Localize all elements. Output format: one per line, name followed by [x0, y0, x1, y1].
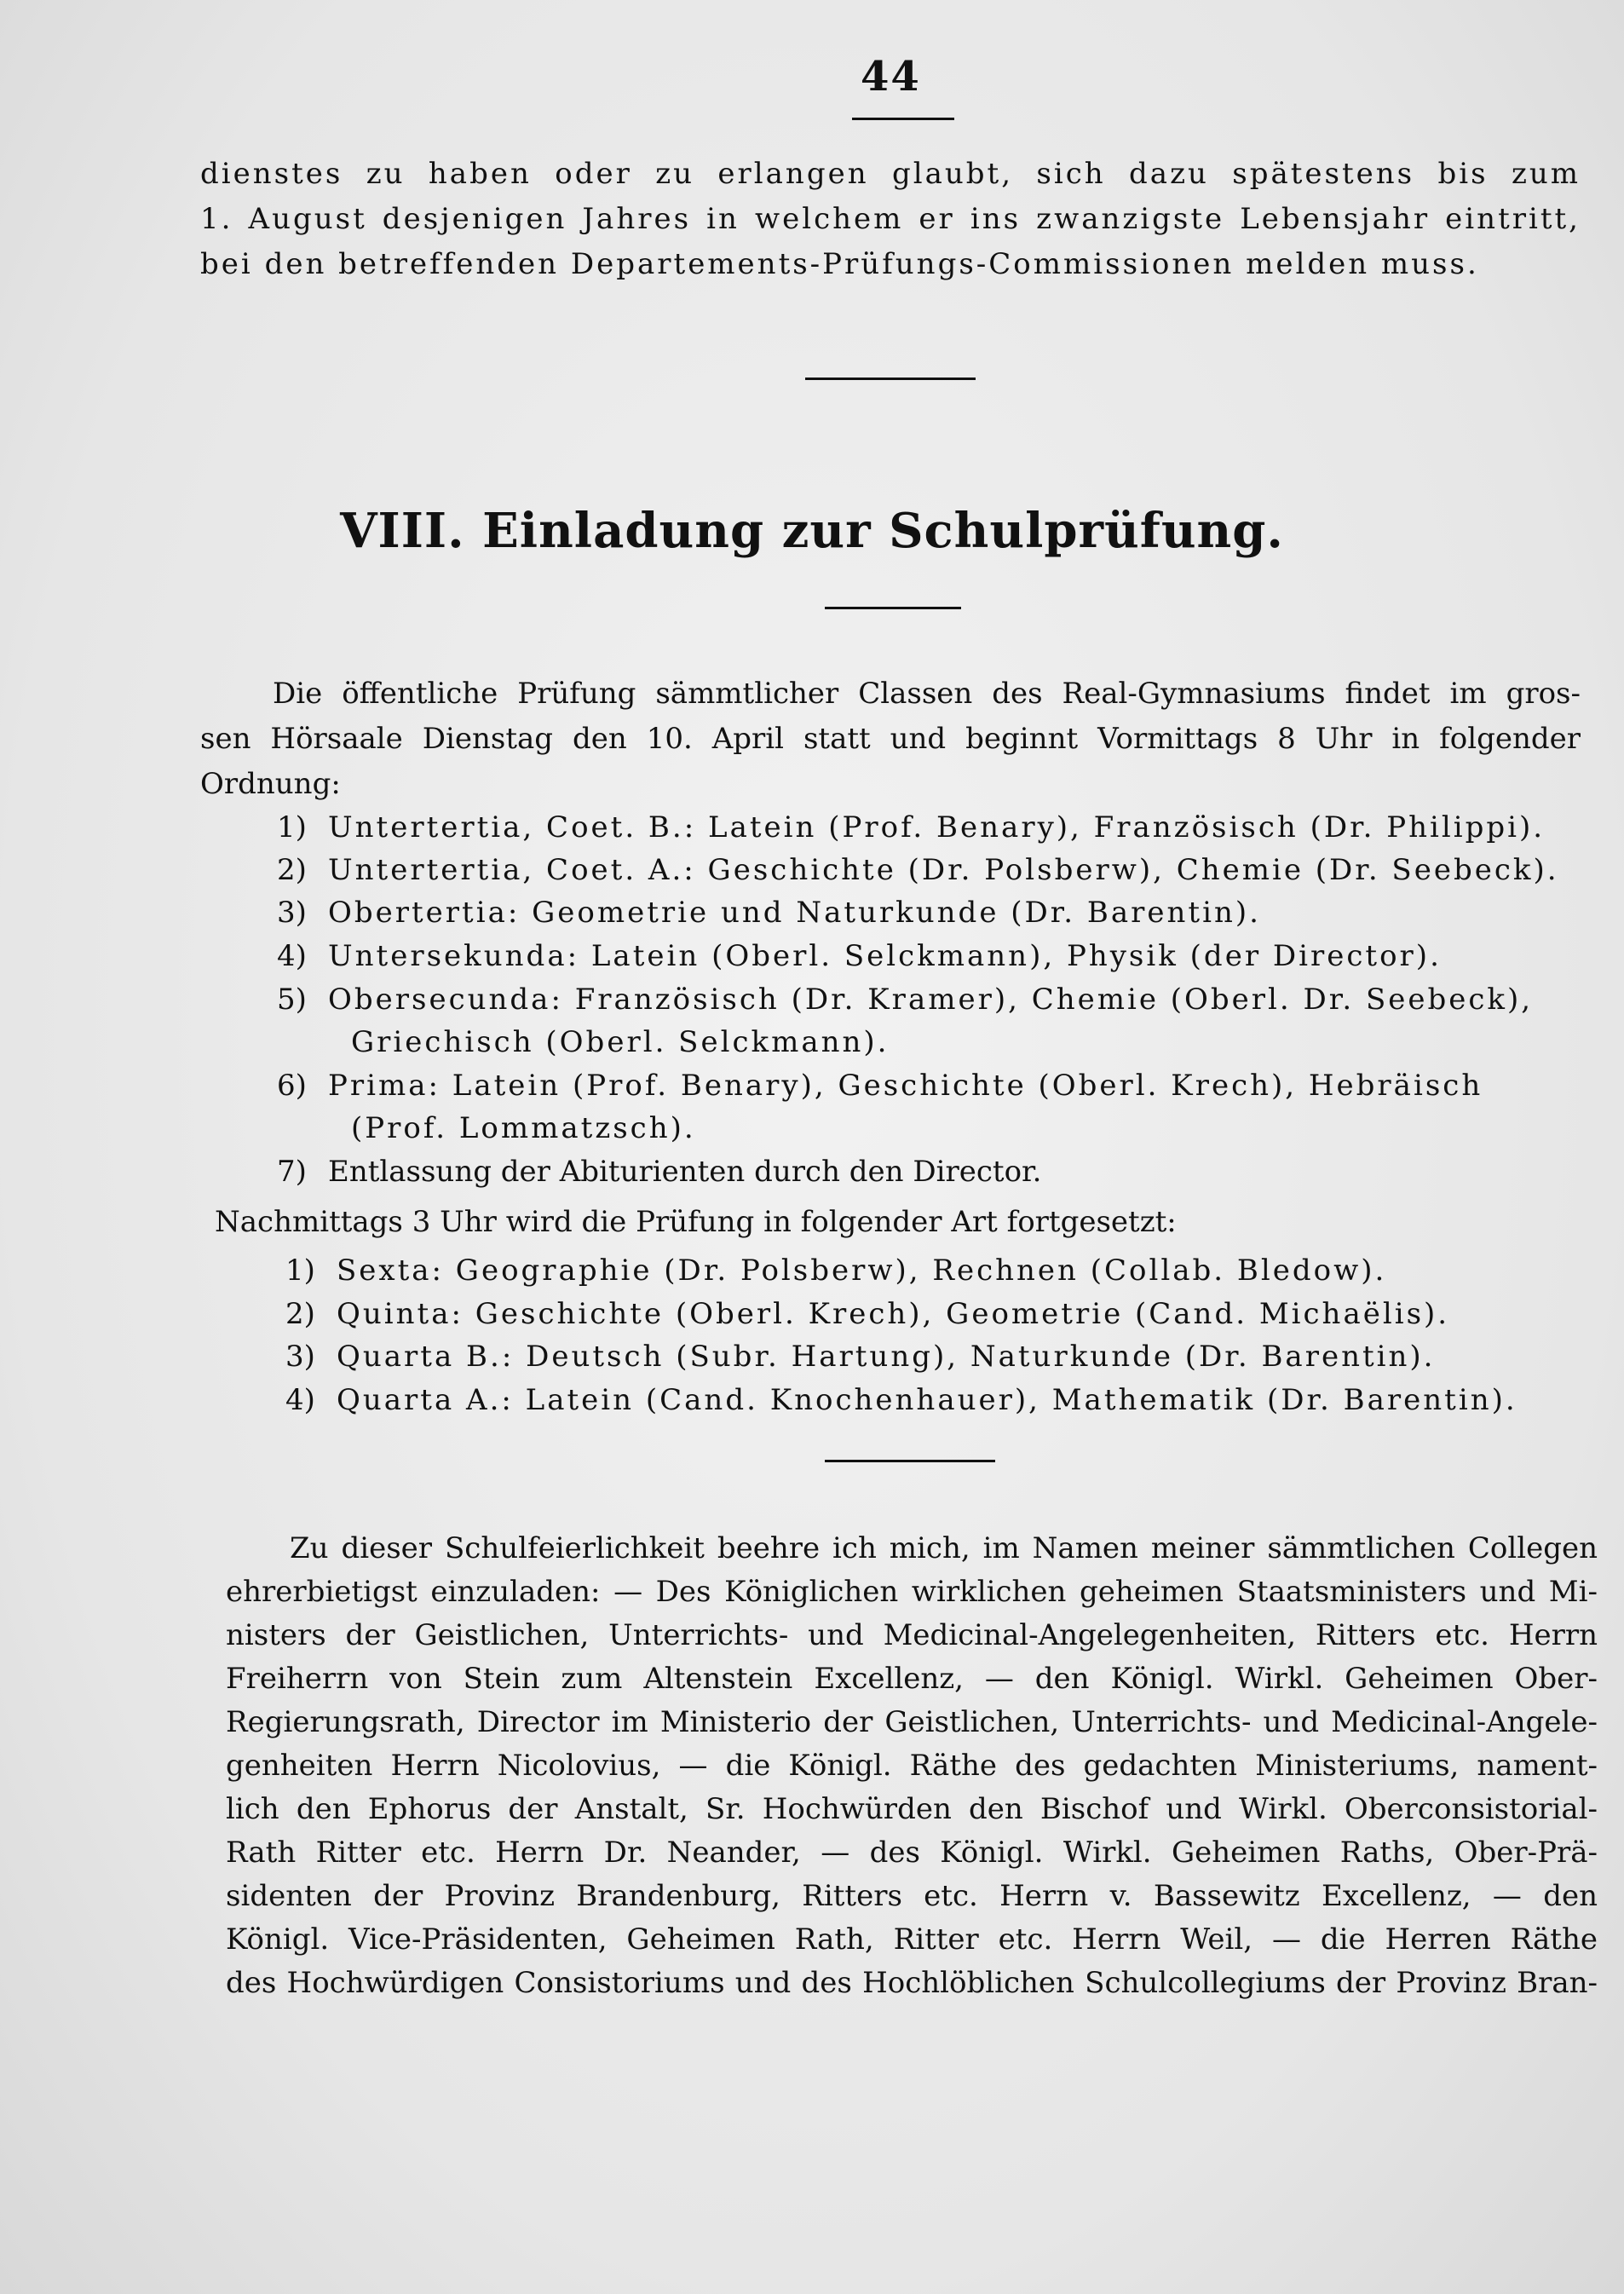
- list-item: 4) Untersekunda: Latein (Oberl. Selckmann), Physik (der Director).: [277, 939, 1442, 973]
- invitation-line: des Hochwürdigen Consistoriums und des Hochlöblichen Schulcollegiums der Provinz Bran-: [226, 1966, 1598, 2000]
- list-item-continuation: (Prof. Lommatzsch).: [351, 1111, 696, 1145]
- intro-line: bei den betreffenden Departements-Prüfungs-Commissionen melden muss.: [200, 247, 1479, 281]
- intro-paragraph: [200, 152, 1581, 287]
- page-number: 44: [861, 53, 921, 101]
- list-item: 2) Quinta: Geschichte (Oberl. Krech), Geometrie (Cand. Michaëlis).: [285, 1297, 1450, 1331]
- list-item: 6) Prima: Latein (Prof. Benary), Geschichte (Oberl. Krech), Hebräisch: [277, 1069, 1483, 1103]
- invitation-line: genheiten Herrn Nicolovius, — die Königl. Räthe des gedachten Ministeriums, nament-: [226, 1749, 1598, 1783]
- invitation-line: lich den Ephorus der Anstalt, Sr. Hochwürden den Bischof und Wirkl. Oberconsistorial-: [226, 1792, 1598, 1826]
- list-item: 1) Sexta: Geographie (Dr. Polsberw), Rechnen (Collab. Bledow).: [285, 1254, 1387, 1288]
- invitation-line: Freiherrn von Stein zum Altenstein Excellenz, — den Königl. Wirkl. Geheimen Ober-: [226, 1662, 1598, 1696]
- afternoon-intro: Nachmittags 3 Uhr wird die Prüfung in folgender Art fortgesetzt:: [215, 1205, 1177, 1239]
- section-heading: VIII. Einladung zur Schulprüfung.: [340, 503, 1284, 559]
- heading-underline: [825, 607, 961, 609]
- invitation-line: Königl. Vice-Präsidenten, Geheimen Rath, Ritter etc. Herrn Weil, — die Herren Räthe: [226, 1922, 1598, 1957]
- invitation-line: ehrerbietigst einzuladen: — Des Königlichen wirklichen geheimen Staatsministers und Mi-: [226, 1575, 1598, 1609]
- intro-line: 1. August desjenigen Jahres in welchem er ins zwanzigste Lebensjahr eintritt,: [200, 202, 1581, 236]
- list-item: 3) Quarta B.: Deutsch (Subr. Hartung), Naturkunde (Dr. Barentin).: [285, 1340, 1436, 1374]
- list-item: 7) Entlassung der Abiturienten durch den Director.: [277, 1155, 1042, 1189]
- section-divider: [825, 1460, 995, 1462]
- invitation-line: Zu dieser Schulfeierlichkeit beehre ich mich, im Namen meiner sämmtlichen Collegen: [290, 1531, 1598, 1565]
- invitation-line: Rath Ritter etc. Herrn Dr. Neander, — des Königl. Wirkl. Geheimen Raths, Ober-Prä-: [226, 1836, 1598, 1870]
- invitation-line: Regierungsrath, Director im Ministerio der Geistlichen, Unterrichts- und Medicinal-Angele-: [226, 1705, 1598, 1739]
- exam-intro-line: Ordnung:: [200, 767, 341, 801]
- invitation-line: nisters der Geistlichen, Unterrichts- und Medicinal-Angelegenheiten, Ritters etc. Herrn: [226, 1618, 1598, 1652]
- list-item: 3) Obertertia: Geometrie und Naturkunde (Dr. Barentin).: [277, 896, 1261, 930]
- page-number-rule: [852, 118, 954, 120]
- list-item: 4) Quarta A.: Latein (Cand. Knochenhauer), Mathematik (Dr. Barentin).: [285, 1383, 1517, 1417]
- section-divider: [805, 378, 976, 380]
- list-item: 2) Untertertia, Coet. A.: Geschichte (Dr. Polsberw), Chemie (Dr. Seebeck).: [277, 853, 1559, 887]
- list-item-continuation: Griechisch (Oberl. Selckmann).: [351, 1025, 890, 1059]
- exam-intro-line: Die öffentliche Prüfung sämmtlicher Classen des Real-Gymnasiums findet im gros-: [273, 677, 1581, 711]
- intro-line: dienstes zu haben oder zu erlangen glaubt, sich dazu spätestens bis zum: [200, 157, 1581, 191]
- invitation-line: sidenten der Provinz Brandenburg, Ritters etc. Herrn v. Bassewitz Excellenz, — den: [226, 1879, 1598, 1913]
- list-item: 5) Obersecunda: Französisch (Dr. Kramer), Chemie (Oberl. Dr. Seebeck),: [277, 983, 1534, 1017]
- exam-intro-line: sen Hörsaale Dienstag den 10. April statt und beginnt Vormittags 8 Uhr in folgender: [200, 722, 1581, 756]
- list-item: 1) Untertertia, Coet. B.: Latein (Prof. Benary), Französisch (Dr. Philippi).: [277, 810, 1546, 844]
- invitation-paragraph: [226, 1527, 1598, 2005]
- exam-intro-paragraph: [200, 671, 1581, 807]
